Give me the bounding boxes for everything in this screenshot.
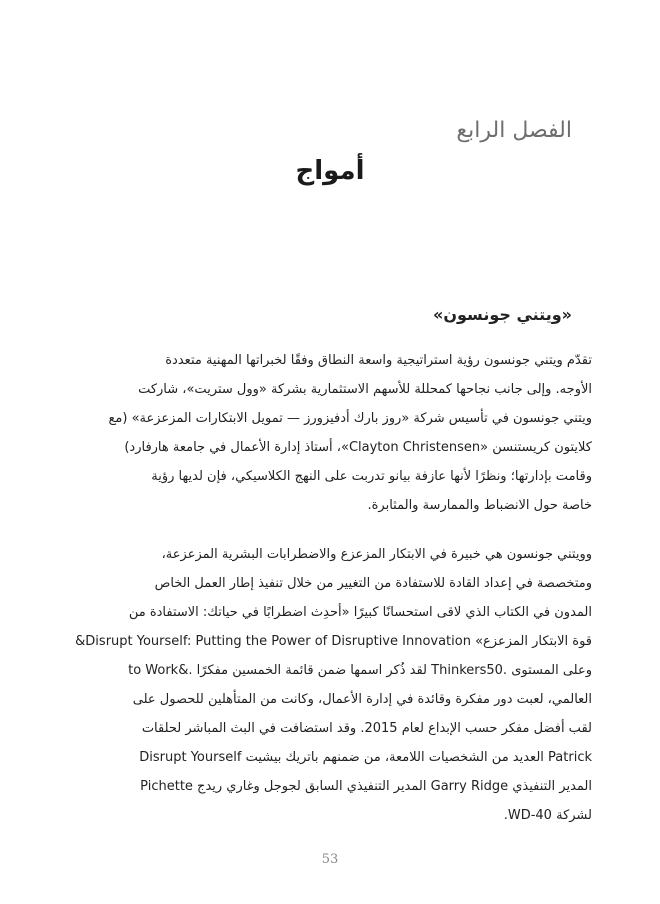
- paragraph-2: [60, 540, 592, 830]
- chapter-title: أمواج: [295, 156, 365, 186]
- chapter-label: الفصل الرابع: [456, 118, 572, 143]
- paragraph-line: وويتني جونسون هي خبيرة في الابتكار المزعزع والاضطرابات البشرية المزعزعة،: [161, 547, 592, 562]
- paragraph-line: لقب أفضل مفكر حسب الإبداع لعام 2015. وقد استضافت في البث المباشر لحلقات: [141, 721, 592, 736]
- paragraph-line: to Work&. لقد ذُكر اسمها ضمن قائمة الخمسين مفكرًا Thinkers50. وعلى المستوى: [128, 663, 592, 678]
- paragraph-line: الأوجه. وإلى جانب نجاحها كمحللة للأسهم الاستثمارية بشركة «وول ستريت»، شاركت: [138, 382, 592, 397]
- paragraph-line: ومتخصصة في إعداد القادة للاستفادة من التغيير من خلال تنفيذ إطار العمل الخاص: [154, 576, 592, 591]
- author-heading: «ويتني جونسون»: [433, 305, 572, 324]
- paragraph-line: تقدّم ويتني جونسون رؤية استراتيجية واسعة النطاق وفقًا لخبراتها المهنية متعددة: [165, 353, 592, 368]
- paragraph-line: Disrupt Yourself العديد من الشخصيات اللامعة، من ضمنهم باتريك بيشيت Patrick: [139, 750, 592, 765]
- paragraph-line: كلايتون كريستنسن «Clayton Christensen»، أستاذ إدارة الأعمال في جامعة هارفارد): [124, 440, 592, 455]
- paragraph-line: وقامت بإدارتها؛ ونظرًا لأنها عازفة بيانو تدربت على النهج الكلاسيكي، فإن لديها رؤية: [151, 469, 592, 484]
- paragraph-line: خاصة حول الانضباط والممارسة والمثابرة.: [367, 498, 592, 513]
- paragraph-line: المدون في الكتاب الذي لاقى استحسانًا كبيرًا «أحدِث اضطرابًا في حياتك: الاستفادة من: [128, 605, 592, 620]
- paragraph-line: Pichette المدير التنفيذي السابق لجوجل وغاري ريدج Garry Ridge المدير التنفيذي: [140, 779, 592, 794]
- page-number: 53: [321, 852, 339, 867]
- paragraph-1: [60, 346, 592, 520]
- paragraph-line: العالمي، لعبت دور مفكرة وقائدة في إدارة الأعمال، وكانت من المتأهلين للحصول على: [132, 692, 592, 707]
- paragraph-line: قوة الابتكار المزعزع» Disrupt Yourself: Putting the Power of Disruptive Innovation&: [75, 634, 592, 649]
- paragraph-line: ويتني جونسون في تأسيس شركة «روز بارك أدفيزورز — تمويل الابتكارات المزعزعة» (مع: [108, 411, 592, 426]
- paragraph-line: لشركة WD-40.: [503, 808, 592, 823]
